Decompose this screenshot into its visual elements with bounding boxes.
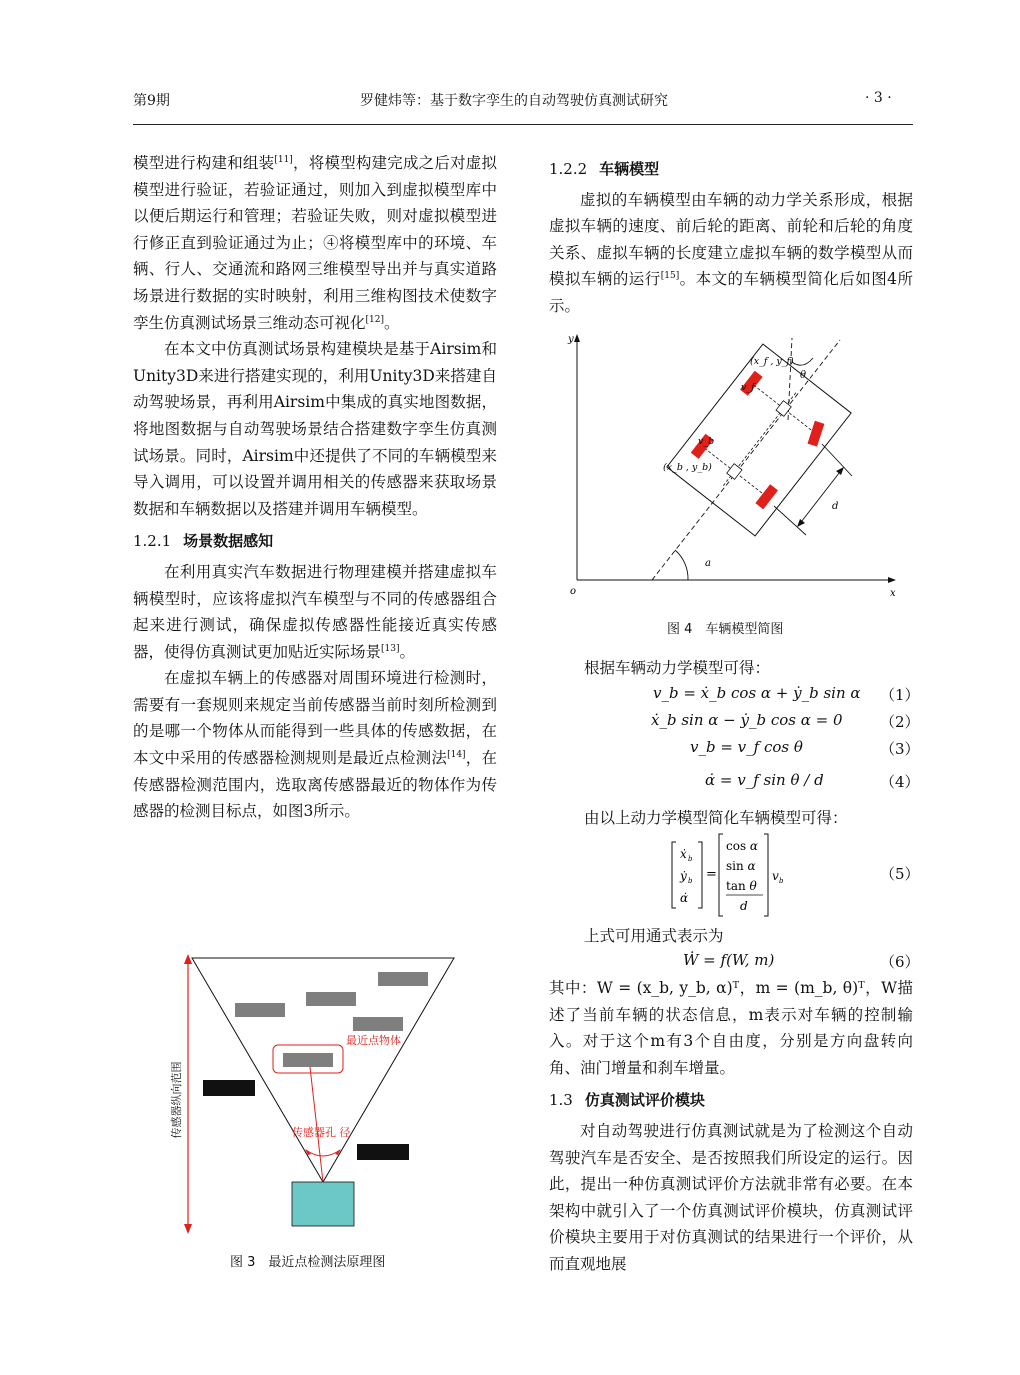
svg-text:b: b bbox=[779, 877, 784, 885]
object-box bbox=[353, 1017, 403, 1031]
text: ，在传感器检测范围内，选取离传感器最近的物体作为传感器的检测目标点，如图3所示。 bbox=[133, 749, 497, 821]
equation-5-matrix bbox=[668, 830, 808, 920]
d-arrow bbox=[836, 467, 844, 475]
figure-4-caption: 图 4 车辆模型简图 bbox=[667, 622, 784, 637]
section-title: 场景数据感知 bbox=[183, 532, 274, 551]
alpha-label: a bbox=[705, 558, 711, 569]
citation[interactable]: [14] bbox=[447, 749, 466, 760]
right-column-bottom bbox=[549, 975, 913, 1278]
paragraph: 在本文中仿真测试场景构建模块是基于Airsim和Unity3D来进行搭建实现的，利用Unity3D来搭建自动驾驶场景，再利用Airsim中集成的真实地图数据，将地图数据与自动驾驶场景结合搭建数字孪生仿真测试场景。同时，Airsim中还提供了不同的车辆模型来导入调用，可以设置并调用相关的传感器来获取场景数据和车辆数据以及搭建并调用车辆模型。 bbox=[133, 340, 497, 518]
text: 。 bbox=[399, 642, 416, 661]
d-label: d bbox=[832, 501, 839, 512]
equation-5-number: （5） bbox=[880, 865, 920, 883]
section-heading bbox=[549, 1087, 913, 1114]
object-box bbox=[235, 1003, 285, 1017]
figure-4-diagram bbox=[560, 328, 905, 603]
equation-1-number: （1） bbox=[880, 686, 920, 704]
theta-arc bbox=[792, 358, 813, 365]
alpha-arc bbox=[675, 550, 688, 580]
paragraph bbox=[133, 150, 497, 336]
equation-1: v_b = ẋ_b cos α + ẏ_b sin α bbox=[653, 684, 861, 702]
arrow-head-top bbox=[184, 954, 192, 964]
text: 在虚拟车辆上的传感器对周围环境进行检测时，需要有一套规则来规定当前传感器当前时刻所检测到的是哪一个物体从而能得到一些具体的传感数据，在本文中采用的传感器检测规则是最近点检测法 bbox=[133, 669, 497, 768]
aperture-label: 传感器孔 径 bbox=[292, 1126, 351, 1139]
left-column bbox=[133, 150, 497, 825]
text: 在利用真实汽车数据进行物理建模并搭建虚拟车辆模型时，应该将虚拟汽车模型与不同的传感器组合起来进行测试，确保虚拟传感器性能接近真实传感器，使得仿真测试更加贴近实际场景 bbox=[133, 562, 497, 661]
front-point-label: (x_f , y_f) bbox=[750, 356, 794, 367]
section-heading bbox=[549, 156, 913, 183]
detect-line bbox=[310, 1067, 323, 1182]
svg-text:b: b bbox=[688, 855, 693, 863]
y-axis-arrow bbox=[574, 334, 580, 342]
svg-text:=: = bbox=[706, 867, 717, 882]
section-heading bbox=[133, 528, 497, 555]
paragraph bbox=[549, 187, 913, 320]
equation-4-number: （4） bbox=[880, 773, 920, 791]
x-axis-label: x bbox=[890, 588, 896, 599]
svg-text:ẏ: ẏ bbox=[680, 869, 687, 883]
arrow-head-bottom bbox=[184, 1224, 192, 1234]
aperture-arc bbox=[306, 1150, 340, 1156]
page-number: · 3 · bbox=[865, 90, 892, 106]
svg-text:v: v bbox=[772, 869, 779, 883]
equation-3-number: （3） bbox=[880, 740, 920, 758]
citation[interactable]: [15] bbox=[660, 271, 680, 282]
eq-intro: 根据车辆动力学模型可得： bbox=[584, 659, 771, 677]
text: 虚拟的车辆模型由车辆的动力学关系形成，根据虚拟车辆的速度、前后轮的距离、前轮和后轮的角度关系、虚拟车辆的长度建立虚拟车辆的数学模型从而模拟车辆的运行 bbox=[549, 190, 913, 289]
citation[interactable]: [12] bbox=[365, 314, 384, 325]
paragraph: 对自动驾驶进行仿真测试就是为了检测这个自动驾驶汽车是否安全、是否按照我们所设定的运行。因此，提出一种仿真测试评价方法就非常有必要。在本架构中就引入了一个仿真测试评价模块，仿真测试评价模块主要用于对仿真测试的结果进行一个评价，从而直观地展 bbox=[549, 1121, 913, 1273]
eq5-intro: 由以上动力学模型简化车辆模型可得： bbox=[584, 809, 848, 827]
svg-text:α̇: α̇ bbox=[680, 891, 689, 905]
paragraph bbox=[133, 559, 497, 665]
sensor-cone bbox=[192, 958, 454, 1182]
svg-text:ẋ: ẋ bbox=[680, 847, 687, 861]
equation-6-number: （6） bbox=[880, 953, 920, 971]
back-point-label: (x_b , y_b) bbox=[663, 462, 712, 473]
text: ，将模型构建完成之后对虚拟模型进行验证，若验证通过，则加入到虚拟模型库中以便后期运行和管理；若验证失败，则对虚拟模型进行修正直到验证通过为止；④将模型库中的环境、车辆、行人、交通流和路网三维模型导出并与真实道路场景进行数据的实时映射，利用三维构图技术使数字孪生仿真测试场景三维动态可视化 bbox=[133, 154, 497, 332]
header-rule bbox=[133, 124, 913, 125]
sensor-box bbox=[292, 1182, 354, 1226]
text: 模型进行构建和组装 bbox=[133, 154, 275, 172]
citation[interactable]: [11] bbox=[274, 154, 293, 165]
paragraph bbox=[133, 665, 497, 825]
svg-text:tan θ: tan θ bbox=[726, 879, 757, 893]
d-arrow bbox=[797, 519, 805, 527]
equation-2: ẋ_b sin α − ẏ_b cos α = 0 bbox=[651, 711, 843, 729]
section-number: 1.3 bbox=[549, 1091, 573, 1110]
svg-text:b: b bbox=[688, 877, 693, 885]
equation-3: v_b = v_f cos θ bbox=[690, 738, 803, 756]
text: 。 bbox=[384, 313, 400, 332]
outside-object bbox=[203, 1080, 255, 1096]
section-number: 1.2.1 bbox=[133, 532, 172, 551]
theta-label: θ bbox=[800, 370, 807, 381]
nearest-object bbox=[283, 1053, 333, 1067]
equation-2-number: （2） bbox=[880, 713, 920, 731]
citation[interactable]: [13] bbox=[381, 643, 400, 654]
text: 。本文的车辆模型简化后如图4所示。 bbox=[549, 270, 913, 315]
eq6-intro: 上式可用通式表示为 bbox=[584, 927, 724, 945]
svg-text:d: d bbox=[740, 899, 748, 913]
svg-text:cos α: cos α bbox=[726, 839, 759, 853]
y-axis-label: y bbox=[568, 334, 574, 345]
outside-object bbox=[357, 1144, 409, 1160]
equation-4: α̇ = v_f sin θ / d bbox=[705, 771, 824, 789]
right-column-top bbox=[549, 150, 913, 320]
issue-number: 第9期 bbox=[133, 93, 170, 109]
paragraph: 其中：W = (x_b, y_b, α)ᵀ，m = (m_b, θ)ᵀ，W描述了当前车辆的状态信息，m表示对车辆的控制输入。对于这个m有3个自由度，分别是方向盘转向角、油门增量和刹车增量。 bbox=[549, 979, 913, 1077]
equation-6: Ẇ = f(W, m) bbox=[683, 951, 775, 969]
object-box bbox=[306, 992, 356, 1006]
heading-line bbox=[652, 340, 840, 580]
figure-3-caption: 图 3 最近点检测法原理图 bbox=[230, 1255, 386, 1270]
svg-text:sin α: sin α bbox=[726, 859, 756, 873]
d-dimension bbox=[798, 468, 843, 526]
running-title: 罗健炜等：基于数字孪生的自动驾驶仿真测试研究 bbox=[360, 93, 668, 109]
figure-3-diagram bbox=[160, 950, 470, 1240]
origin-label: o bbox=[570, 586, 577, 597]
section-title: 仿真测试评价模块 bbox=[584, 1091, 705, 1110]
vehicle-body bbox=[667, 344, 851, 536]
nearest-label: 最近点物体 bbox=[346, 1034, 401, 1047]
vb-label: v_b bbox=[698, 436, 715, 447]
section-number: 1.2.2 bbox=[549, 160, 588, 178]
object-box bbox=[378, 972, 428, 986]
range-label: 传感器纵向范围 bbox=[170, 1061, 183, 1139]
vf-label: v_f bbox=[741, 382, 755, 393]
section-title: 车辆模型 bbox=[599, 160, 660, 178]
x-axis-arrow bbox=[888, 577, 896, 583]
